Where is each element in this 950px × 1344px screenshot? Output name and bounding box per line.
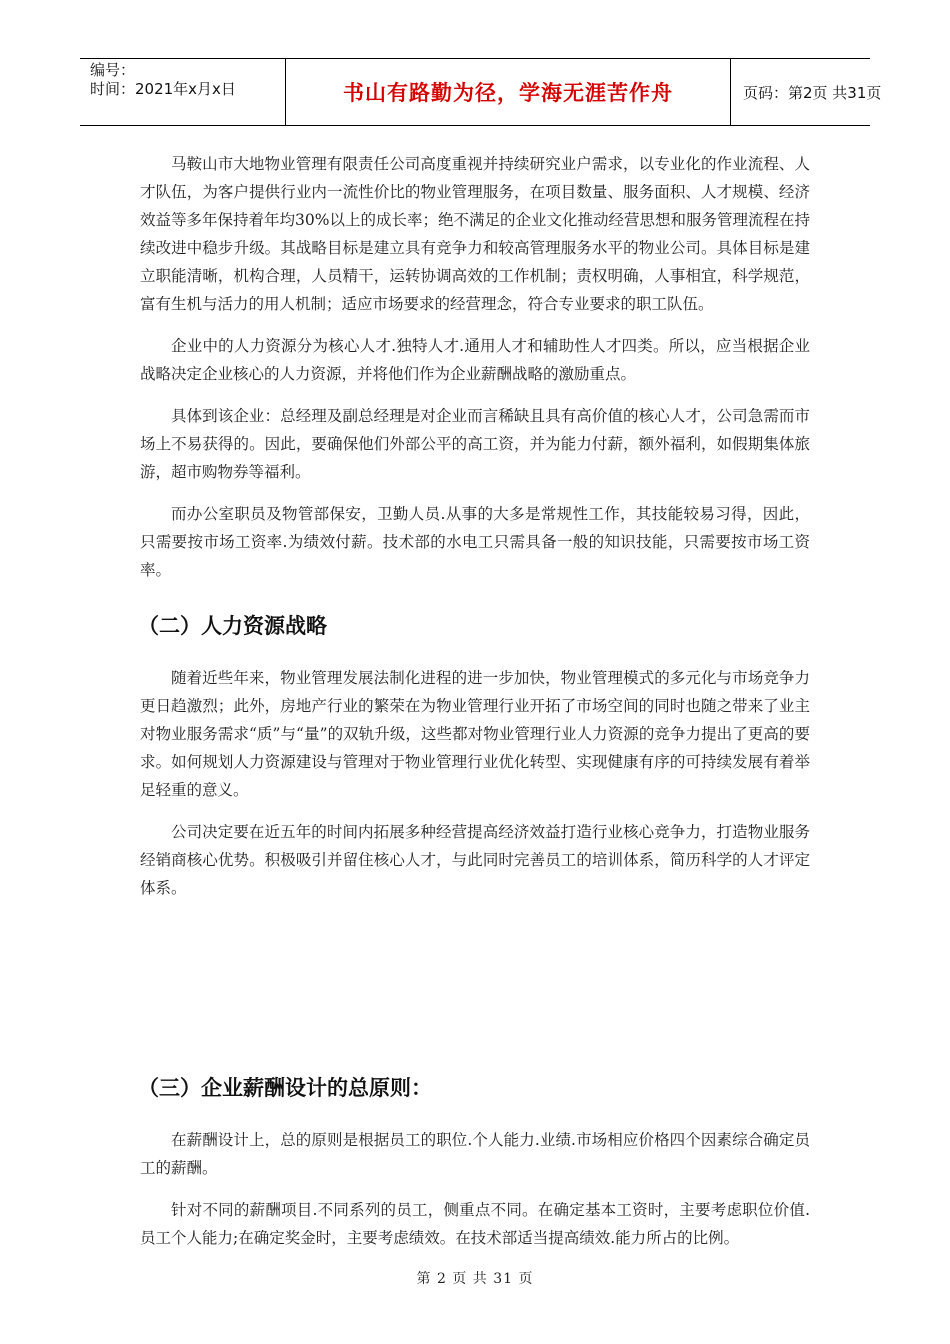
paragraph: 具体到该企业：总经理及副总经理是对企业而言稀缺且具有高价值的核心人才，公司急需而市场上不易获得的。因此，要确保他们外部公平的高工资，并为能力付薪，额外福利，如假期集体旅游，超市购物券等福利。 xyxy=(140,407,810,481)
header-meta xyxy=(80,59,285,125)
document-body xyxy=(140,150,810,1266)
paragraph: 针对不同的薪酬项目.不同系列的员工，侧重点不同。在确定基本工资时，主要考虑职位价值.员工个人能力;在确定奖金时，主要考虑绩效。在技术部适当提高绩效.能力所占的比例。 xyxy=(140,1201,810,1247)
paragraph: 公司决定要在近五年的时间内拓展多种经营提高经济效益打造行业核心竞争力，打造物业服务经销商核心优势。积极吸引并留住核心人才，与此同时完善员工的培训体系，简历科学的人才评定体系。 xyxy=(140,823,810,897)
paragraph: 而办公室职员及物管部保安，卫勤人员.从事的大多是常规性工作，其技能较易习得，因此，只需要按市场工资率.为绩效付薪。技术部的水电工只需具备一般的知识技能，只需要按市场工资率。 xyxy=(140,505,810,579)
paragraph: 随着近些年来，物业管理发展法制化进程的进一步加快，物业管理模式的多元化与市场竞争力更日趋激烈；此外，房地产行业的繁荣在为物业管理行业开拓了市场空间的同时也随之带来了业主对物业服务需求“质”与“量”的双轨升级，这些都对物业管理行业人力资源的竞争力提出了更高的要求。如何规划人力资源建设与管理对于物业管理行业优化转型、实现健康有序的可持续发展有着举足轻重的意义。 xyxy=(140,669,810,799)
section-heading-salary-principles: （三）企业薪酬设计的总原则： xyxy=(138,1076,432,1100)
header-number: 编号： xyxy=(90,61,136,79)
paragraph: 马鞍山市大地物业管理有限责任公司高度重视并持续研究业户需求，以专业化的作业流程、人才队伍，为客户提供行业内一流性价比的物业管理服务，在项目数量、服务面积、人才规模、经济效益等多年保持着年均30%以上的成长率；绝不满足的企业文化推动经营思想和服务管理流程在持续改进中稳步升级。其战略目标是建立具有竞争力和较高管理服务水平的物业公司。具体目标是建立职能清晰，机构合理，人员精干，运转协调高效的工作机制；责权明确，人事相宜，科学规范，富有生机与活力的用人机制；适应市场要求的经营理念，符合专业要求的职工队伍。 xyxy=(140,155,810,313)
paragraph: 企业中的人力资源分为核心人才.独特人才.通用人才和辅助性人才四类。所以，应当根据企业战略决定企业核心的人力资源，并将他们作为企业薪酬战略的激励重点。 xyxy=(140,337,810,383)
blank-space xyxy=(140,916,810,1046)
header-page-info: 页码：第2页 共31页 xyxy=(743,83,882,102)
page-header xyxy=(80,58,882,126)
paragraph: 在薪酬设计上，总的原则是根据员工的职位.个人能力.业绩.市场相应价格四个因素综合确定员工的薪酬。 xyxy=(140,1131,810,1177)
header-motto: 书山有路勤为径，学海无涯苦作舟 xyxy=(285,59,731,125)
header-time: 时间：2021年x月x日 xyxy=(90,80,236,98)
page-footer: 第 2 页 共 31 页 xyxy=(416,1271,534,1287)
section-heading-hr-strategy: （二）人力资源战略 xyxy=(138,614,327,638)
